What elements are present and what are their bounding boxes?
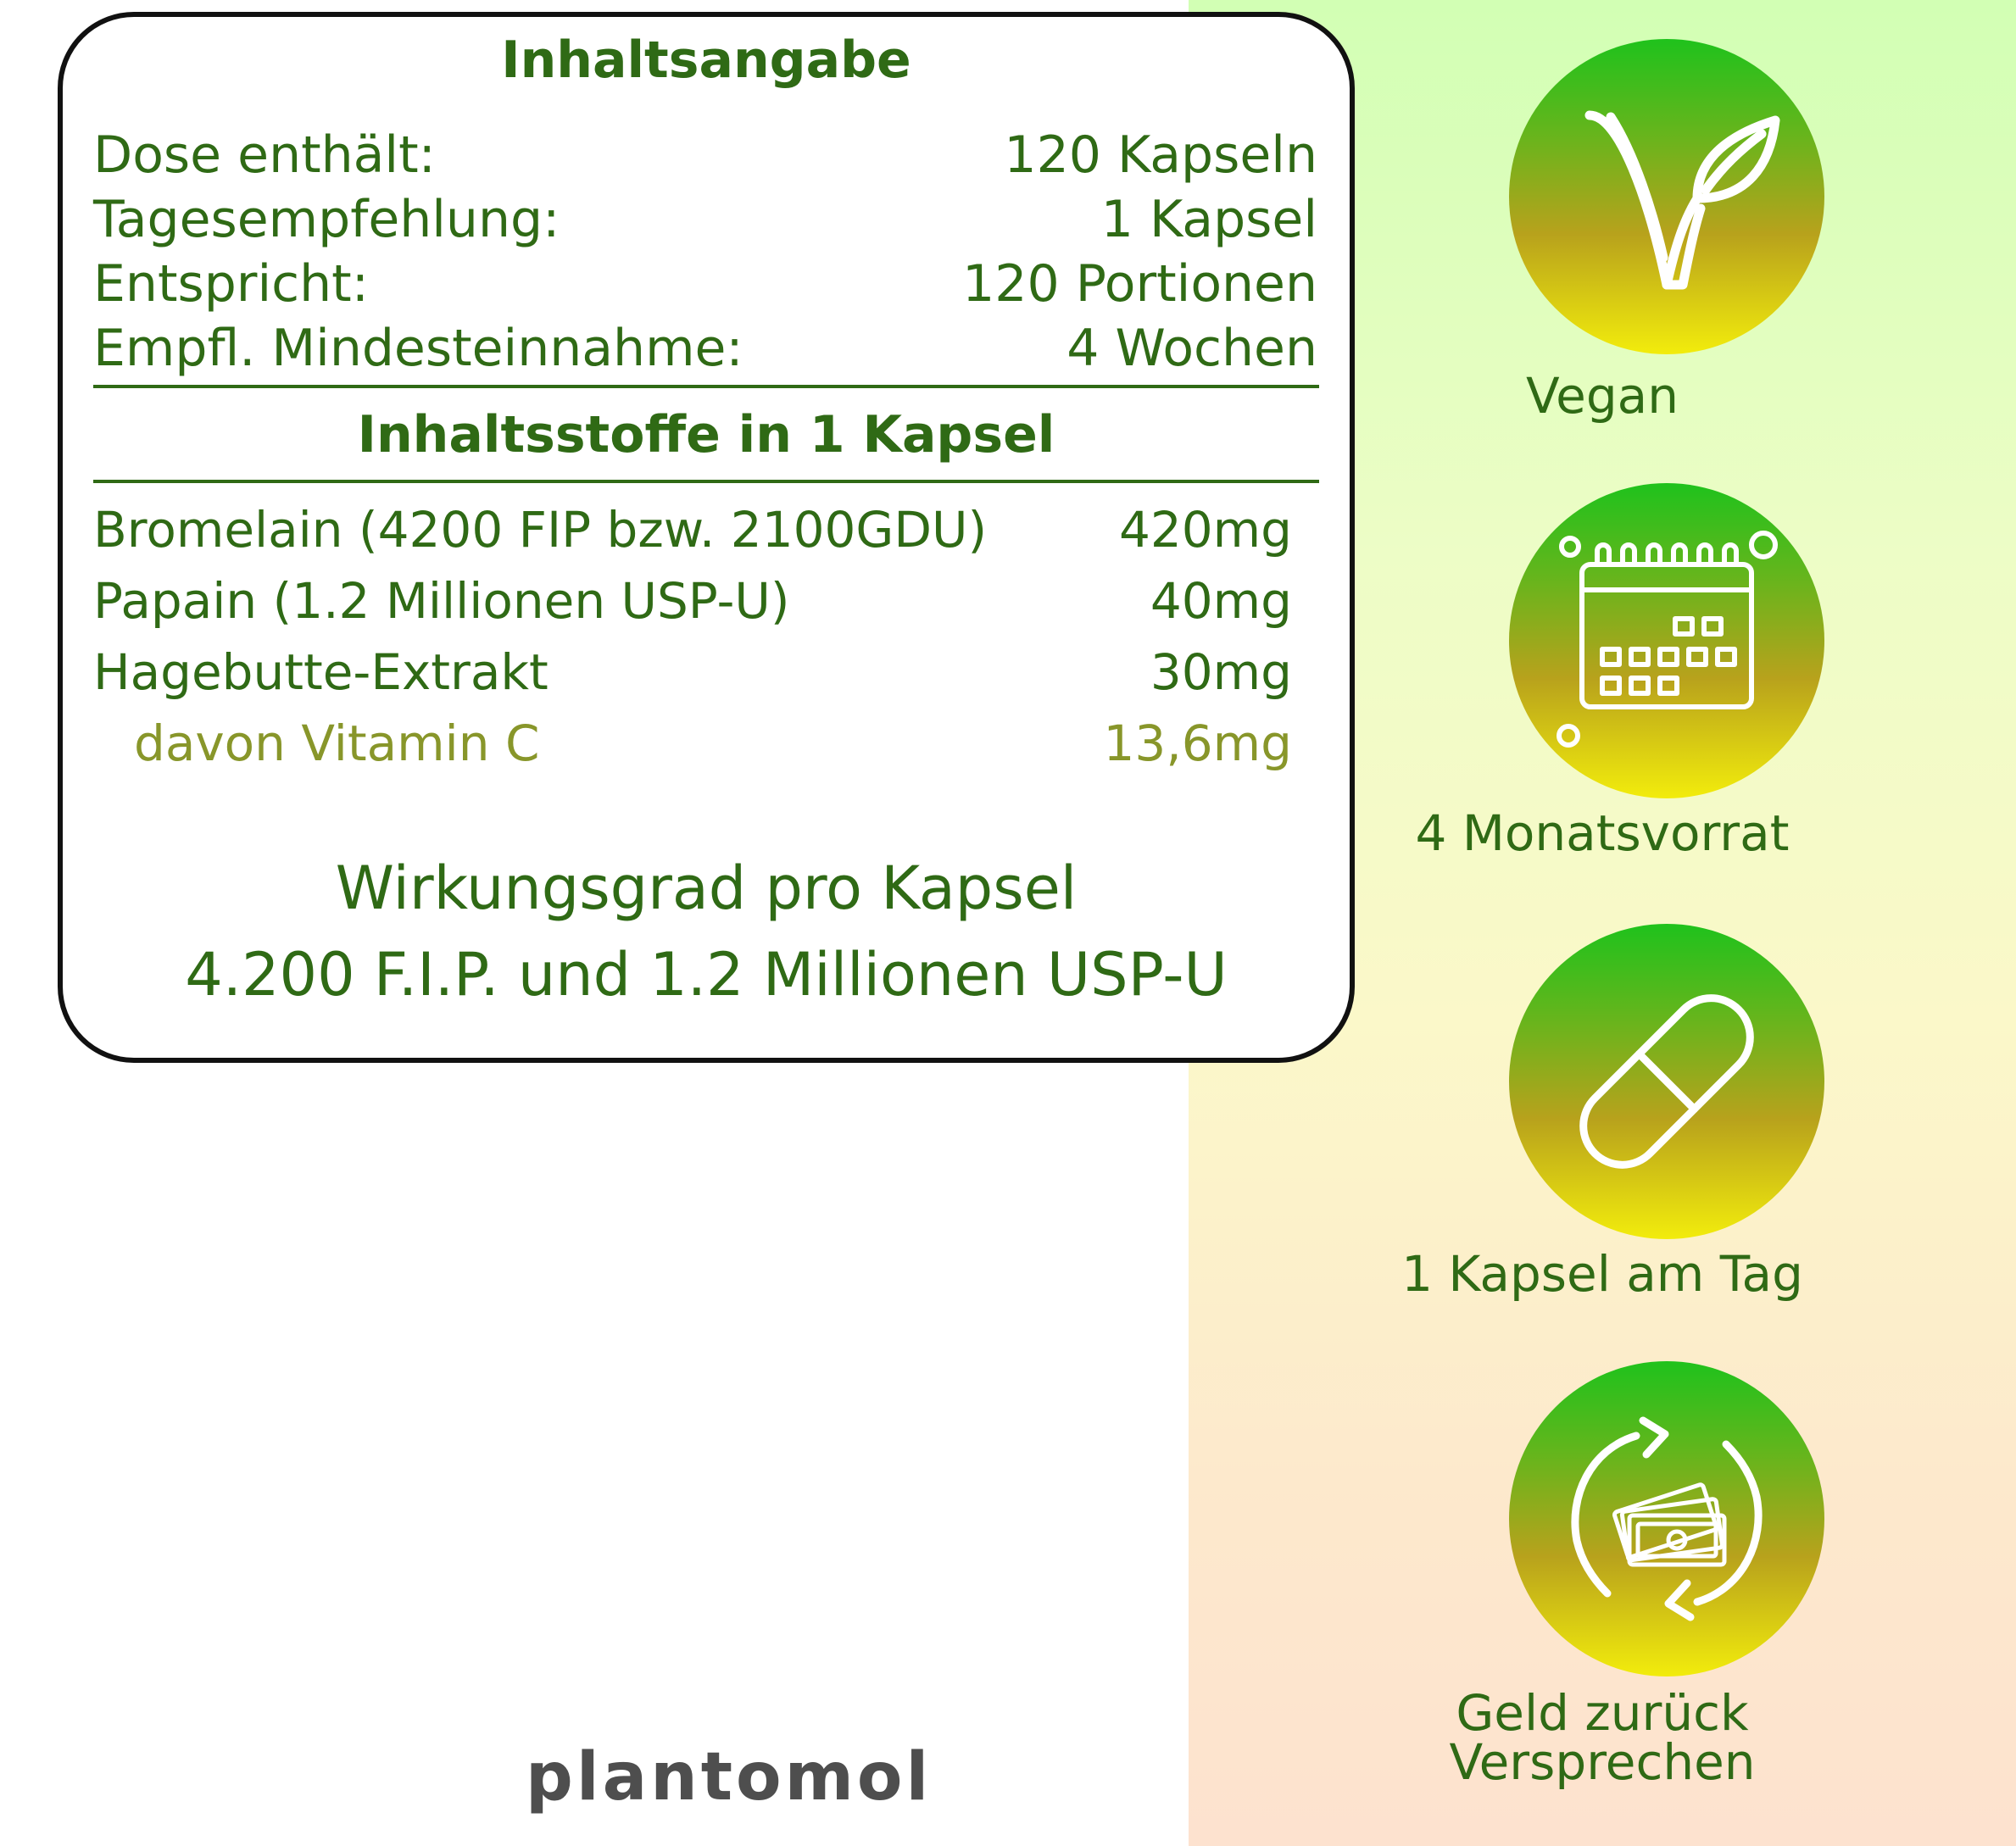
feature-label-line2: Versprechen <box>1449 1733 1756 1791</box>
info-value: 1 Kapsel <box>1100 190 1317 249</box>
ingredient-amount: 13,6mg <box>1103 714 1292 772</box>
potency-value: 4.200 F.I.P. und 1.2 Millionen USP-U <box>185 940 1228 1009</box>
ingredient-amount: 30mg <box>1150 643 1292 701</box>
info-label: Empfl. Mindesteinnahme: <box>93 319 743 378</box>
info-value: 4 Wochen <box>1066 319 1317 378</box>
info-row <box>93 319 1317 378</box>
feature-label: 1 Kapsel am Tag <box>1401 1245 1803 1303</box>
ingredient-row <box>93 571 1292 631</box>
ingredient-name: Bromelain (4200 FIP bzw. 2100GDU) <box>93 501 988 559</box>
ingredient-row <box>93 500 1292 559</box>
potency-heading: Wirkungsgrad pro Kapsel <box>335 853 1078 923</box>
info-value: 120 Kapseln <box>1004 125 1317 185</box>
divider <box>93 385 1319 388</box>
info-label: Tagesempfehlung: <box>93 190 560 249</box>
info-row <box>93 254 1317 314</box>
vegan-leaf-icon <box>1509 39 1824 354</box>
ingredients-title: Inhaltsstoffe in 1 Kapsel <box>357 405 1055 464</box>
calendar-icon <box>1509 483 1824 798</box>
info-label: Entspricht: <box>93 254 369 314</box>
info-row <box>93 190 1317 249</box>
ingredient-row <box>93 642 1292 702</box>
feature-label: Vegan <box>1526 367 1679 425</box>
info-row <box>93 125 1317 185</box>
divider <box>93 480 1319 483</box>
ingredient-name: davon Vitamin C <box>134 714 540 772</box>
info-card <box>58 12 1355 1063</box>
ingredient-name: Papain (1.2 Millionen USP-U) <box>93 572 790 630</box>
ingredient-subrow <box>134 714 1292 773</box>
ingredient-amount: 40mg <box>1150 572 1292 630</box>
feature-label-line1: Geld zurück <box>1456 1684 1749 1742</box>
card-title: Inhaltsangabe <box>501 31 911 90</box>
ingredient-name: Hagebutte-Extrakt <box>93 643 549 701</box>
money-back-icon <box>1509 1361 1824 1676</box>
feature-label: 4 Monatsvorrat <box>1415 804 1790 862</box>
ingredient-amount: 420mg <box>1118 501 1292 559</box>
info-label: Dose enthält: <box>93 125 436 185</box>
info-value: 120 Portionen <box>962 254 1317 314</box>
capsule-icon <box>1509 924 1824 1239</box>
brand-logo: plantomol <box>526 1739 933 1815</box>
